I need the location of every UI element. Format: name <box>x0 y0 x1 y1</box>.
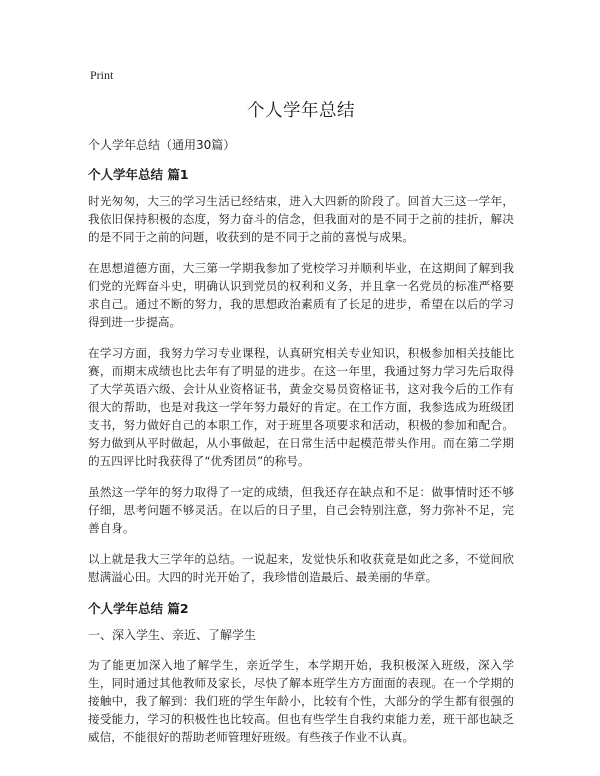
paragraph: 时光匆匆，大三的学习生活已经结束，进入大四新的阶段了。回首大三这一学年，我依旧保持积极的态度，努力奋斗的信念，但我面对的是不同于之前的挂折，解决的是不同于之前的问题，收获到的是不同于之前的喜悦与成果。 <box>88 194 514 244</box>
document-subtitle: 个人学年总结（通用30篇） <box>88 138 236 152</box>
section-subheading: 一、深入学生、亲近、了解学生 <box>88 628 257 642</box>
section-heading: 个人学年总结 篇2 <box>88 601 189 616</box>
paragraph: 虽然这一学年的努力取得了一定的成绩，但我还存在缺点和不足：做事情时还不够仔细，思考问题不够灵活。在以后的日子里，自己会特别注意，努力弥补不足，完善自身。 <box>88 485 514 535</box>
document-title: 个人学年总结 <box>247 101 355 121</box>
paragraph: 以上就是我大三学年的总结。一说起来，发觉快乐和收获竟是如此之多，不觉间欣慰满溢心田。大四的时光开始了，我珍惜创造最后、最美丽的华章。 <box>88 552 514 584</box>
paragraph: 为了能更加深入地了解学生，亲近学生，本学期开始，我积极深入班级，深入学生，同时通过其他教师及家长，尽快了解本班学生方方面面的表现。在一个学期的接触中，我了解到：我们班的学生年龄小，比较有个性，大部分的学生都有很强的接受能力，学习的积极性也比较高。但也有些学生自我约束能力差，班干部也缺乏威信，不能很好的帮助老师管理好班级。有些孩子作业不认真。 <box>88 658 514 744</box>
section-heading: 个人学年总结 篇1 <box>88 167 189 182</box>
section-2 <box>88 599 514 746</box>
print-link[interactable]: Print <box>90 68 114 82</box>
paragraph: 在思想道德方面，大三第一学期我参加了党校学习并顺利毕业，在这期间了解到我们党的光辉奋斗史，明确认识到党员的权利和义务，并且拿一名党员的标准严格要求自己。通过不断的努力，我的思想政治素质有了长足的进步，希望在以后的学习得到进一步提高。 <box>88 261 514 329</box>
paragraph: 在学习方面，我努力学习专业课程，认真研究相关专业知识，积极参加相关技能比赛，而期末成绩也比去年有了明显的进步。在这一年里，我通过努力学习先后取得了大学英语六级、会计从业资格证书，黄金交易员资格证书，这对我今后的工作有很大的帮助，也是对我这一学年努力最好的肯定。在工作方面，我参选成为班级团支书，努力做好自己的本职工作，对于班里各项要求和活动，积极的参加和配合。努力做到从平时做起，从小事做起，在日常生活中起模范带头作用。而在第二学期的五四评比时我获得了“优秀团员”的称号。 <box>88 346 514 468</box>
section-1 <box>88 165 514 586</box>
